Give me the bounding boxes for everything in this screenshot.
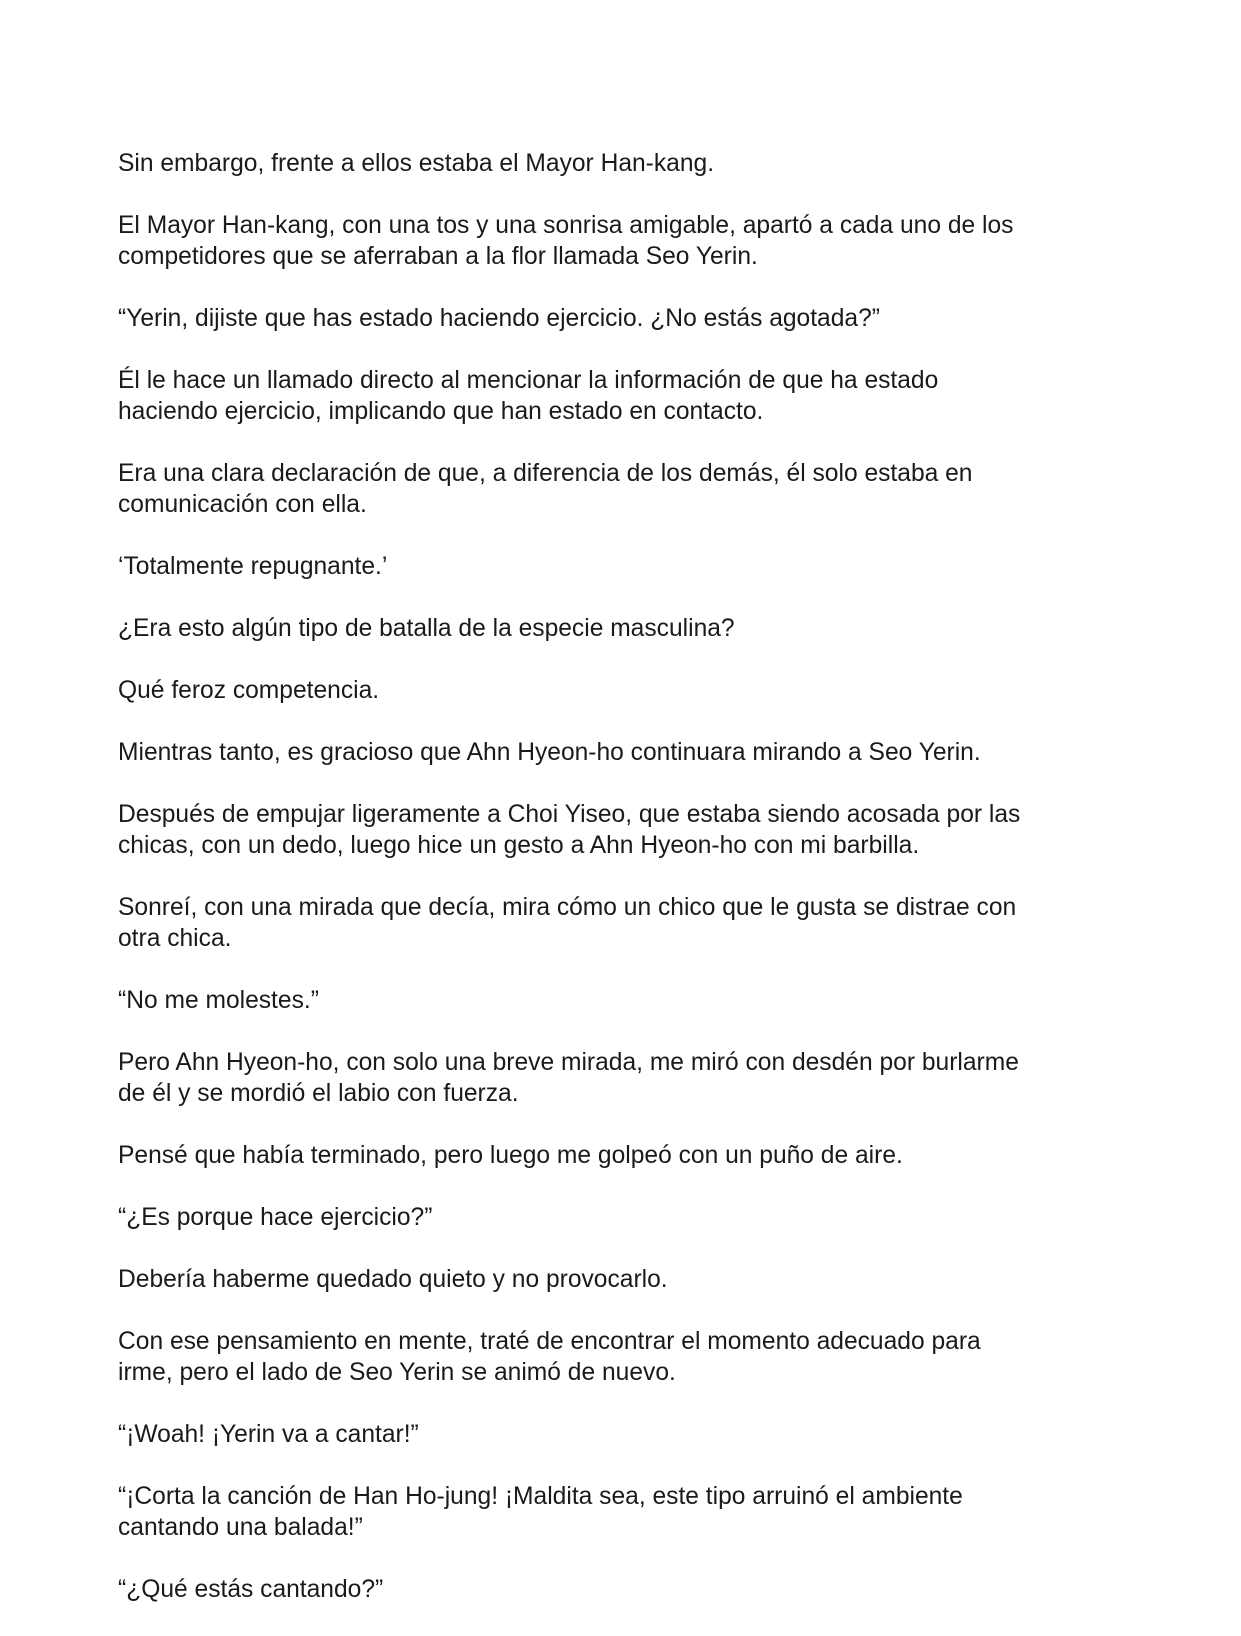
- paragraph: “Yerin, dijiste que has estado haciendo ejercicio. ¿No estás agotada?”: [118, 305, 880, 332]
- paragraph: Era una clara declaración de que, a diferencia de los demás, él solo estaba en comunicación con ella.: [118, 460, 973, 518]
- paragraph: Debería haberme quedado quieto y no provocarlo.: [118, 1266, 668, 1293]
- paragraph: Qué feroz competencia.: [118, 677, 380, 704]
- paragraph: ‘Totalmente repugnante.’: [118, 553, 388, 580]
- paragraph: Pero Ahn Hyeon-ho, con solo una breve mirada, me miró con desdén por burlarme de él y se mordió el labio con fuerza.: [118, 1049, 1019, 1107]
- paragraph: El Mayor Han-kang, con una tos y una sonrisa amigable, apartó a cada uno de los competidores que se aferraban a la flor llamada Seo Yerin.: [118, 212, 1014, 270]
- paragraph: Mientras tanto, es gracioso que Ahn Hyeon-ho continuara mirando a Seo Yerin.: [118, 739, 981, 766]
- paragraph: ¿Era esto algún tipo de batalla de la especie masculina?: [118, 615, 735, 642]
- paragraph: Sonreí, con una mirada que decía, mira cómo un chico que le gusta se distrae con otra chica.: [118, 894, 1017, 952]
- paragraph: “¿Qué estás cantando?”: [118, 1576, 384, 1603]
- paragraph: Con ese pensamiento en mente, traté de encontrar el momento adecuado para irme, pero el lado de Seo Yerin se animó de nuevo.: [118, 1328, 981, 1386]
- paragraph: Él le hace un llamado directo al mencionar la información de que ha estado haciendo ejercicio, implicando que han estado en contacto.: [118, 367, 939, 425]
- paragraph: Pensé que había terminado, pero luego me golpeó con un puño de aire.: [118, 1142, 903, 1169]
- paragraph: Después de empujar ligeramente a Choi Yiseo, que estaba siendo acosada por las chicas, con un dedo, luego hice un gesto a Ahn Hyeon-ho con mi barbilla.: [118, 801, 1021, 859]
- paragraph: “¡Corta la canción de Han Ho-jung! ¡Maldita sea, este tipo arruinó el ambiente cantando una balada!”: [118, 1483, 963, 1541]
- paragraph: “¡Woah! ¡Yerin va a cantar!”: [118, 1421, 419, 1448]
- paragraph: Sin embargo, frente a ellos estaba el Mayor Han-kang.: [118, 150, 715, 177]
- paragraph: “¿Es porque hace ejercicio?”: [118, 1204, 433, 1231]
- document-body: [118, 148, 1128, 1636]
- paragraph: “No me molestes.”: [118, 987, 319, 1014]
